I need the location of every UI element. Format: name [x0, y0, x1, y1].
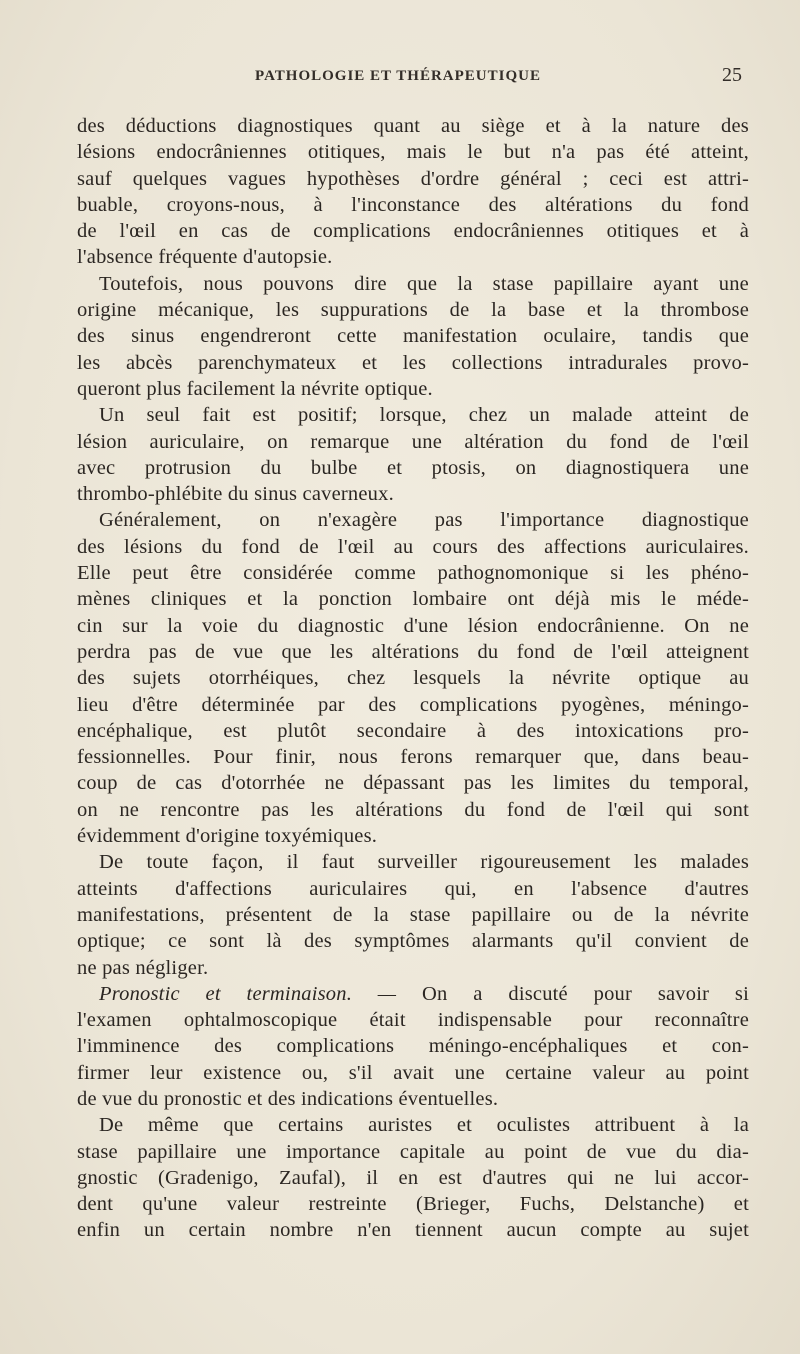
text-line: ne pas négliger. [77, 956, 209, 979]
text-line: manifestations, présentent de la stase papillaire ou de la névrite [77, 903, 749, 926]
section-heading: Pronostic et terminaison. — [99, 982, 397, 1005]
text-line: Elle peut être considérée comme pathognomonique si les phéno- [77, 562, 749, 585]
text-line: de vue du pronostic et des indications éventuelles. [77, 1087, 499, 1110]
text-line: lésions endocrâniennes otitiques, mais le but n'a pas été atteint, [77, 141, 749, 164]
paragraph-start: Toutefois, nous pouvons dire que la stase papillaire ayant une [99, 272, 749, 295]
body-text [77, 113, 749, 1244]
text-line: fessionnelles. Pour finir, nous ferons remarquer que, dans beau- [77, 746, 749, 769]
text-line: des lésions du fond de l'œil au cours des affections auriculaires. [77, 535, 749, 558]
text-line: des sinus engendreront cette manifestation oculaire, tandis que [77, 325, 749, 348]
text-line: avec protrusion du bulbe et ptosis, on diagnostiquera une [77, 456, 749, 479]
text-line: mènes cliniques et la ponction lombaire ont déjà mis le méde- [77, 588, 749, 611]
text-line: l'examen ophtalmoscopique était indispensable pour reconnaître [77, 1009, 749, 1032]
text-line: sauf quelques vagues hypothèses d'ordre général ; ceci est attri- [77, 167, 749, 190]
text-line: stase papillaire une importance capitale au point de vue du dia- [77, 1140, 749, 1163]
text-line: gnostic (Gradenigo, Zaufal), il en est d'autres qui ne lui accor- [77, 1166, 749, 1189]
text-line: coup de cas d'otorrhée ne dépassant pas les limites du temporal, [77, 772, 749, 795]
text-line: les abcès parenchymateux et les collections intradurales provo- [77, 351, 749, 374]
section-heading-line [77, 981, 749, 1007]
text-line: cin sur la voie du diagnostic d'une lésion endocrânienne. On ne [77, 614, 749, 637]
text-line: queront plus facilement la névrite optique. [77, 377, 433, 400]
running-head [78, 64, 742, 90]
paragraph-start: Généralement, on n'exagère pas l'importance diagnostique [99, 509, 749, 532]
text-line: dent qu'une valeur restreinte (Brieger, Fuchs, Delstanche) et [77, 1193, 749, 1216]
text-line: atteints d'affections auriculaires qui, en l'absence d'autres [77, 877, 749, 900]
text-line: l'imminence des complications méningo-encéphaliques et con- [77, 1035, 749, 1058]
text-line: encéphalique, est plutôt secondaire à des intoxications pro- [77, 719, 749, 742]
text-line: lieu d'être déterminée par des complications pyogènes, méningo- [77, 693, 749, 716]
text-line: buable, croyons-nous, à l'inconstance des altérations du fond [77, 193, 749, 216]
text-line: enfin un certain nombre n'en tiennent aucun compte au sujet [77, 1219, 749, 1242]
text-line: des sujets otorrhéiques, chez lesquels la névrite optique au [77, 667, 749, 690]
text-line: on ne rencontre pas les altérations du fond de l'œil qui sont [77, 798, 749, 821]
paragraph-start: Un seul fait est positif; lorsque, chez un malade atteint de [99, 404, 749, 427]
paragraph-start: De toute façon, il faut surveiller rigoureusement les malades [99, 851, 749, 874]
section-heading-text: On a discuté pour savoir si [422, 982, 749, 1005]
running-title: PATHOLOGIE ET THÉRAPEUTIQUE [255, 68, 541, 84]
text-line: firmer leur existence ou, s'il avait une certaine valeur au point [77, 1061, 749, 1084]
text-line: optique; ce sont là des symptômes alarmants qu'il convient de [77, 930, 749, 953]
text-line: thrombo-phlébite du sinus caverneux. [77, 483, 394, 506]
text-line: l'absence fréquente d'autopsie. [77, 246, 333, 269]
text-line: des déductions diagnostiques quant au siège et à la nature des [77, 115, 749, 137]
text-line: origine mécanique, les suppurations de la base et la thrombose [77, 299, 749, 322]
paragraph-start: De même que certains auristes et oculistes attribuent à la [99, 1114, 749, 1137]
text-line: évidemment d'origine toxyémiques. [77, 825, 378, 848]
page-number: 25 [722, 64, 742, 86]
text-line: perdra pas de vue que les altérations du fond de l'œil atteignent [77, 640, 749, 663]
text-line: de l'œil en cas de complications endocrâniennes otitiques et à [77, 220, 749, 243]
text-line: lésion auriculaire, on remarque une altération du fond de l'œil [77, 430, 749, 453]
